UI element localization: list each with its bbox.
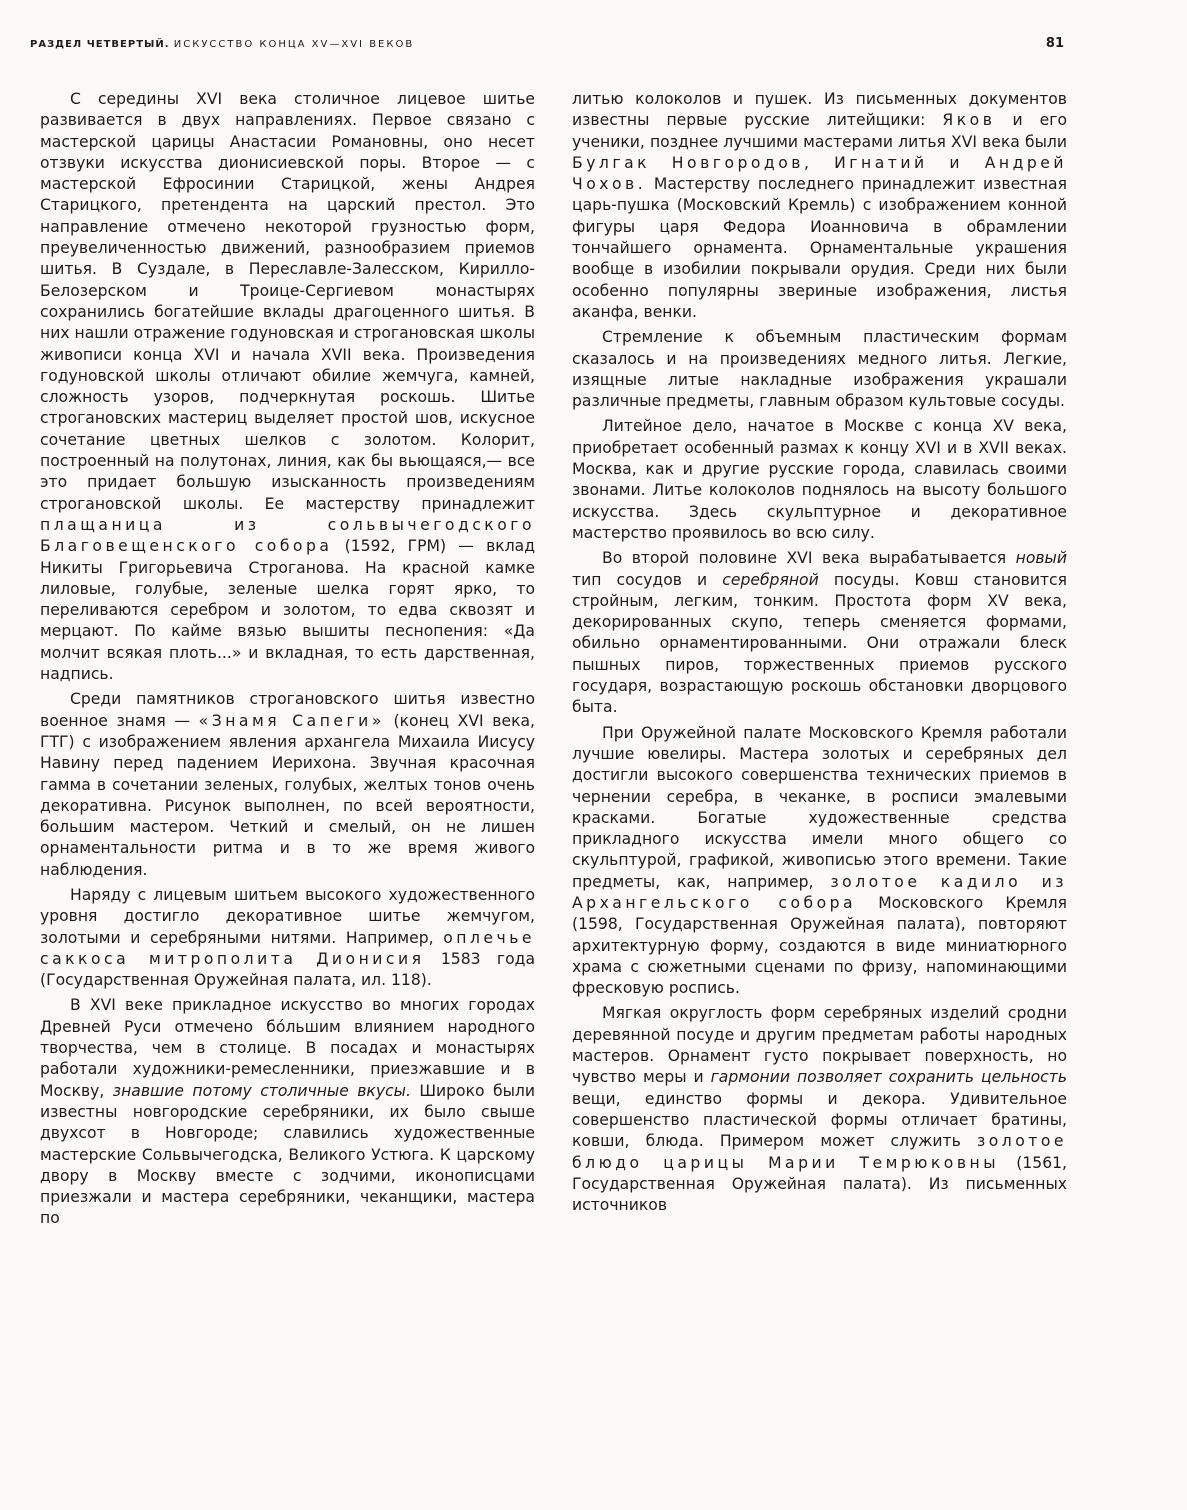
page-number: 81 (1045, 36, 1064, 51)
spaced-title: золотое кадило из Архангельского собора (572, 872, 1067, 912)
spaced-name: Булгак Новгородов, Игнатий и Андрей Чохов. (572, 153, 1067, 194)
text-run: Во второй половине XVI века вырабатывается (602, 549, 1016, 568)
text-run: (конец XVI века, ГТГ) с изображением явления архангела Михаила Иисусу Навину перед падением Иерихона. Звучная красочная гамма в сочетании зеленых, голубых, желтых тонов очень декоративна. Рисунок выполнен, по всей вероятности, большим мастером. Четкий и смелый, он не лишен орнаментальности ритма и в то же время живого наблюдения. (40, 711, 535, 879)
text-run: В XVI веке прикладное искусство во многих городах Древней Руси отмечено бо́льшим влиянием народного творчества, чем в столице. В посадах и монастырях работали художники-ремесленники, приезжавшие и в Москву, (40, 996, 535, 1100)
spaced-title: оплечье саккоса митрополита Дионисия (40, 928, 535, 968)
paragraph (40, 89, 535, 685)
text-run: С середины XVI века столичное лицевое шитье развивается в двух направлениях. Первое связано с мастерской царицы Анастасии Романовны, оно несет отзвуки искусства дионисиевской поры. Второе — с мастерской Ефросинии Старицкой, жены Андрея Старицкого, претендента на царский престол. Это направление отмечено некоторой грузностью форм, преувеличенностью движений, разнообразием приемов шитья. В Суздале, в Переславле-Залесском, Кирилло-Белозерском и Троице-Сергиевом монастырях сохранились богатейшие вклады драгоценного шитья. В них нашли отражение годуновская и строгановская школы живописи конца XVI и начала XVII века. Произведения годуновской школы отличают обилие жемчуга, камней, сложность узоров, подчеркнутая роскошь. Шитье строгановских мастериц выделяет простой шов, искусное сочетание цветных шелков с золотом. Колорит, построенный на полутонах, линия, как бы вьющаяся,— все это придает большую изысканность произведениям строгановской школы. Ее мастерству принадлежит (40, 90, 536, 513)
italic-run: знавшие потому столичные вкусы. (112, 1081, 411, 1100)
text-run: тип сосудов и (572, 570, 723, 589)
text-run: Мастерству последнего принадлежит известная царь-пушка (Московский Кремль) с изображением конной фигуры царя Федора Иоанновича в обрамлении тончайшего орнамента. Орнаментальные украшения вообще в изобилии покрывали орудия. Среди них были особенно популярны звериные изображения, листья аканфа, венки. (572, 175, 1067, 321)
spaced-title: «Знамя Сапеги» (198, 711, 385, 730)
spaced-title: плащаница из сольвычегодского Благовещенского собора (40, 515, 535, 556)
left-column (40, 89, 535, 1234)
right-column (572, 89, 1067, 1220)
text-run: Московского Кремля (1598, Государственная Оружейная палата), повторяют архитектурную форму, создаются в виде миниатюрного храма с сюжетными сценами по фризу, напоминающими фресковую роспись. (572, 893, 1068, 998)
text-run: Широко были известны новгородские серебряники, их было свыше двухсот в Новгороде; славились художественные мастерские Сольвычегодска, Великого Устюга. К царскому двору в Москву вместе с зодчими, иконописцами приезжали и мастера серебряники, чеканщики, мастера по (40, 1081, 535, 1228)
italic-run: новый (1015, 549, 1067, 568)
text-run: (1561, Государственная Оружейная палата). Из письменных источников (572, 1153, 1068, 1215)
paragraph (40, 689, 535, 881)
paragraph (572, 723, 1067, 1000)
paragraph (572, 89, 1067, 323)
text-run: Среди памятников строгановского шитья известно военное знамя — (40, 690, 535, 730)
paragraph (572, 548, 1067, 718)
text-run: посуды. Ковш становится стройным, легким, тонким. Простота форм XV века, декорированных скупо, теперь сменяется формами, обильно орнаментированными. Они отражали блеск пышных пиров, торжественных приемов русского государя, возрастающую роскошь обстановки дворцового быта. (572, 570, 1067, 717)
text-run: литью колоколов и пушек. Из письменных документов известны первые русские литейщики: (572, 90, 1067, 130)
text-run: (1592, ГРМ) — вклад Никиты Григорьевича Строганова. На красной камке лиловые, голубые, зеленые шелка горят ярко, то переливаются серебром и золотом, то едва сквозят и мерцают. По кайме вязью вышиты песнопения: «Да молчит всякая плоть...» и вкладная, то есть дарственная, надпись. (40, 537, 535, 684)
spaced-name: Яков (942, 111, 996, 130)
spaced-title: золотое блюдо царицы Марии Темрюковны (572, 1132, 1067, 1172)
text-run: При Оружейной палате Московского Кремля работали лучшие ювелиры. Мастера золотых и серебряных дел достигли высокого совершенства технических приемов в чернении серебра, в чеканке, в росписи эмалевыми красками. Богатые художественные средства прикладного искусства имели много общего со скульптурой, графикой, живописью этого времени. Такие предметы, как, например, (572, 723, 1067, 891)
paragraph: Литейное дело, начатое в Москве с конца XV века, приобретает особенный размах к концу XVI и в XVII веках. Москва, как и другие русские города, славилась своими звонами. Литье колоколов поднялось на высоту большого искусства. Здесь скульптурное и декоративное мастерство проявилось во всю силу. (572, 417, 1067, 542)
italic-run: гармонии позволяет сохранить цельность (710, 1068, 1068, 1087)
paragraph (40, 885, 535, 991)
paragraph: Стремление к объемным пластическим формам сказалось и на произведениях медного литья. Легкие, изящные литые накладные изображения украшали различные предметы, главным образом культовые сосуды. (572, 328, 1067, 411)
section-label: РАЗДЕЛ ЧЕТВЕРТЫЙ. (30, 39, 170, 50)
italic-run: серебряной (722, 570, 819, 589)
paragraph (572, 1003, 1067, 1216)
text-run: Наряду с лицевым шитьем высокого художественного уровня достигло декоративное шитье жемчугом, золотыми и серебряными нитями. Например, (40, 885, 535, 947)
text-run: вещи, единство формы и декора. Удивительное совершенство пластической формы отличает братины, ковши, блюда. Примером может служить (572, 1089, 1067, 1151)
paragraph (40, 995, 535, 1229)
running-head-text (30, 39, 414, 50)
section-title: ИСКУССТВО КОНЦА XV—XVI ВЕКОВ (173, 39, 415, 50)
text-run: 1583 года (Государственная Оружейная палата, ил. 118). (40, 949, 535, 990)
running-head (30, 36, 1064, 51)
text-run: и его ученики, позднее лучшими мастерами литья XVI века были (572, 111, 1067, 151)
text-run: Мягкая округлость форм серебряных изделий сродни деревянной посуде и другим предметам работы народных мастеров. Орнамент густо покрывает поверхность, но чувство меры и (572, 1004, 1067, 1087)
